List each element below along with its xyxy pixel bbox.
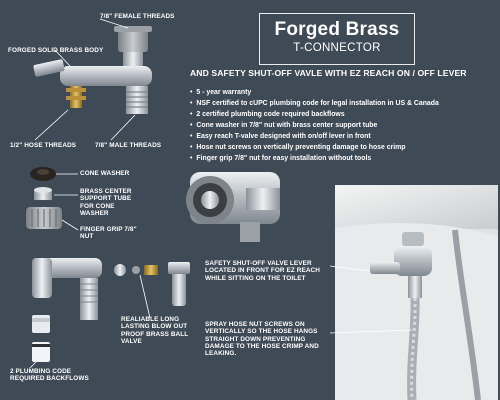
title-panel xyxy=(259,13,415,65)
callout-hose-nut: SPRAY HOSE NUT SCREWS ON VERTICALLY SO THE HOSE HANGS STRAIGHT DOWN PREVENTING DAMAGE TO THE HOSE CRIMP AND LEAKING. xyxy=(205,321,319,358)
callout-cone-washer: CONE WASHER xyxy=(80,170,130,177)
callout-hose-threads: 1/2" HOSE THREADS xyxy=(10,142,77,149)
product-subtitle: T-CONNECTOR xyxy=(293,42,381,54)
feature-item: • Finger grip 7/8" nut for easy installation without tools xyxy=(190,153,439,164)
headline: AND SAFETY SHUT-OFF VAVLE WITH EZ REACH ON / OFF LEVER xyxy=(190,68,467,78)
callout-body: FORGED SOLID BRASS BODY xyxy=(8,47,104,54)
backflow-cartridges xyxy=(32,315,50,362)
installed-photo xyxy=(335,185,498,400)
feature-item: • 5 - year warranty xyxy=(190,87,439,98)
washer-parts xyxy=(26,167,62,229)
feature-item: • Cone washer in 7/8" nut with brass center support tube xyxy=(190,120,439,131)
exploded-valve xyxy=(32,258,190,320)
callout-lever: SAFETY SHUT-OFF VALVE LEVER LOCATED IN FRONT FOR EZ REACH WHILE SITTING ON THE TOILET xyxy=(205,260,320,282)
valve-front-view xyxy=(186,172,280,242)
feature-item: • Hose nut screws on vertically preventing damage to hose crimp xyxy=(190,142,439,153)
callout-finger-grip: FINGER GRIP 7/8" NUT xyxy=(80,226,137,241)
callout-female-threads: 7/8" FEMALE THREADS xyxy=(100,13,175,20)
feature-item: • 2 certified plumbing code required backflows xyxy=(190,109,439,120)
callout-ball-valve: REALIABLE LONG LASTING BLOW OUT PROOF BRASS BALL VALVE xyxy=(121,316,189,346)
callout-male-threads: 7/8" MALE THREADS xyxy=(95,142,162,149)
product-title: Forged Brass xyxy=(274,19,400,40)
callout-backflows: 2 PLUMBING CODE REQUIRED BACKFLOWS xyxy=(10,368,89,383)
feature-list xyxy=(190,87,439,164)
feature-item: • Easy reach T-valve designed with on/off lever in front xyxy=(190,131,439,142)
t-connector-assembled xyxy=(33,26,152,114)
callout-support-tube: BRASS CENTER SUPPORT TUBE FOR CONE WASHER xyxy=(80,188,132,218)
feature-item: • NSF certified to cUPC plumbing code for legal installation in US & Canada xyxy=(190,98,439,109)
